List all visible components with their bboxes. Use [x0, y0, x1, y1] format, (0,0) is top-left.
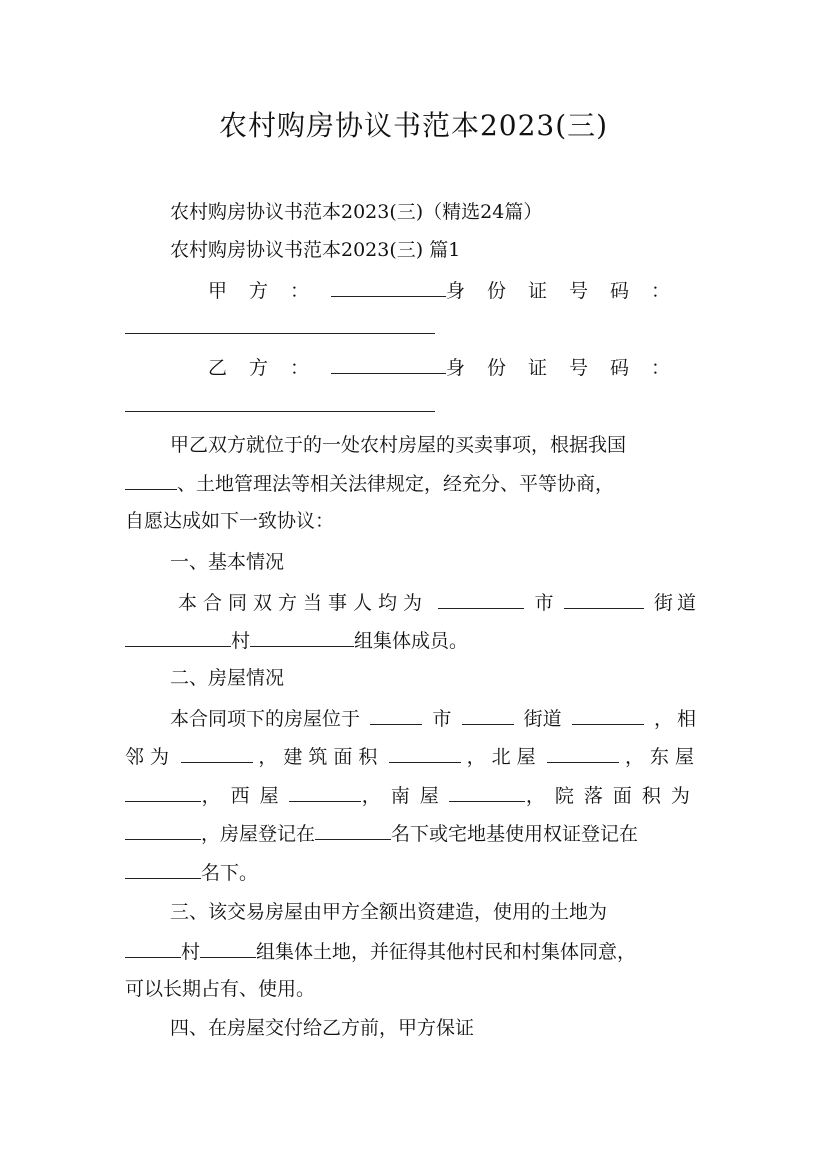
group-blank-2: [200, 939, 256, 958]
west-room-blank: [289, 783, 361, 802]
para-3-text-4: ，相: [653, 708, 700, 730]
law-blank: [125, 471, 177, 490]
heading-basic-info: 一、基本情况: [170, 551, 285, 573]
para-3-text-12: ，房屋登记在: [201, 823, 316, 845]
party-b-line: [208, 355, 692, 380]
para-3-line-5: [125, 860, 705, 885]
yard-area-blank: [125, 821, 201, 840]
east-room-blank: [125, 783, 201, 802]
para-3-text-6: ，建筑面积: [258, 746, 384, 768]
city-blank-2: [370, 706, 422, 725]
heading-house-info: 二、房屋情况: [170, 667, 285, 689]
para-3-text-3: 街道: [523, 708, 562, 730]
street-name-blank: [572, 706, 644, 725]
para-3-text-5: 邻为: [125, 746, 176, 768]
para-2-text-5: 组集体成员。: [354, 630, 469, 652]
para-3-line-4: [125, 821, 705, 846]
north-room-blank: [547, 744, 619, 763]
para-2-text-1: 本合同双方当事人均为: [178, 592, 429, 614]
registrant-blank: [315, 821, 391, 840]
para-3-text-2: 市: [432, 708, 452, 730]
city-blank-1: [438, 590, 524, 609]
document-title: 农村购房协议书范本2023(三): [218, 109, 609, 142]
para-3-text-13: 名下或宅地基使用权证登记在: [391, 823, 639, 845]
para-3-text-7: ，北屋: [466, 746, 542, 768]
intro-line-1: 农村购房协议书范本2023(三)（精选24篇）: [170, 201, 543, 223]
para-4-line-1: 三、该交易房屋由甲方全额出资建造，使用的土地为: [170, 901, 608, 923]
certificate-holder-blank: [125, 860, 201, 879]
party-b-id-label: 身份证号码：: [445, 357, 692, 379]
heading-seller-guarantee: 四、在房屋交付给乙方前，甲方保证: [170, 1017, 475, 1039]
party-a-line: [208, 278, 692, 303]
party-a-name-blank: [331, 278, 446, 297]
para-2-text-2: 市: [534, 592, 554, 614]
intro-line-2: 农村购房协议书范本2023(三) 篇1: [170, 239, 461, 261]
para-3-text-9: ，西屋: [201, 785, 289, 807]
party-b-id-blank: [125, 411, 435, 412]
group-blank-1: [250, 628, 354, 647]
street-blank-2: [462, 706, 514, 725]
para-2-line-2: [125, 628, 705, 653]
para-4-line-3: 可以长期占有、使用。: [125, 978, 316, 1000]
para-4-line-2: [125, 939, 705, 964]
para-2-text-4: 村: [231, 630, 251, 652]
party-a-label: 甲方：: [208, 280, 332, 302]
para-3-line-2: [125, 744, 700, 769]
para-1-line-3: 自愿达成如下一致协议：: [125, 510, 335, 532]
para-3-text-10: ，南屋: [361, 785, 449, 807]
para-3-text-14: 名下。: [201, 862, 259, 884]
para-1-line-1: 甲乙双方就位于的一处农村房屋的买卖事项，根据我国: [170, 434, 627, 456]
para-4-text-2: 组集体土地，并征得其他村民和村集体同意，: [256, 941, 637, 963]
party-a-id-blank: [125, 333, 435, 334]
party-b-name-blank: [331, 355, 446, 374]
para-3-text-8: ，东屋: [624, 746, 700, 768]
para-2-line-1: [178, 590, 700, 615]
para-1-line-2-text: 、土地管理法等相关法律规定，经充分、平等协商，: [177, 473, 615, 495]
para-3-line-1: [170, 706, 700, 731]
south-room-blank: [449, 783, 525, 802]
street-blank-1: [564, 590, 644, 609]
party-a-id-label: 身份证号码：: [445, 280, 692, 302]
para-3-line-3: [125, 783, 700, 808]
para-4-text-1: 村: [181, 941, 201, 963]
area-blank: [389, 744, 461, 763]
neighbor-blank: [181, 744, 253, 763]
para-2-text-3: 街道: [653, 592, 700, 614]
para-3-text-1: 本合同项下的房屋位于: [170, 708, 361, 730]
village-blank-2: [125, 939, 181, 958]
party-b-label: 乙方：: [208, 357, 332, 379]
para-3-text-11: ，院落面积为: [525, 785, 700, 807]
para-1-line-2: [125, 471, 705, 496]
village-blank-1: [125, 628, 231, 647]
